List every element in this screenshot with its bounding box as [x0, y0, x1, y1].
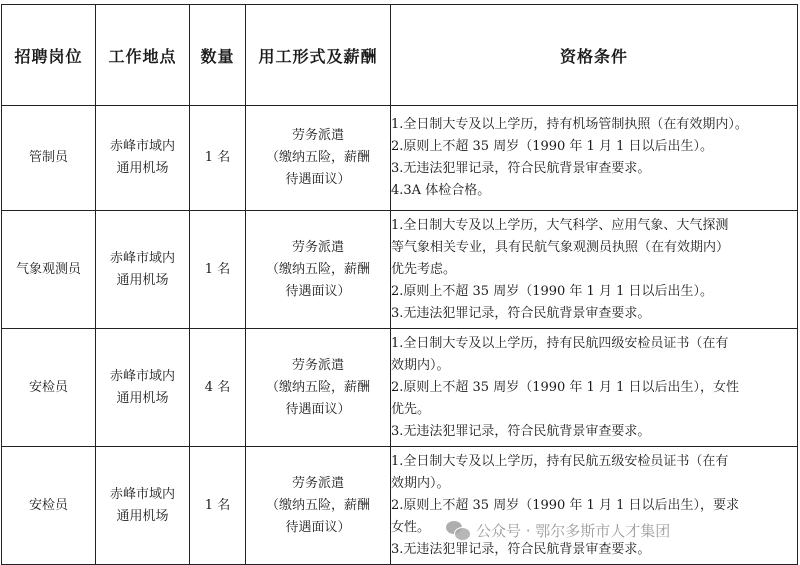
cell-count: 4 名	[190, 329, 246, 447]
cell-location	[96, 447, 190, 565]
cell-employment	[246, 329, 391, 447]
location-line: 通用机场	[116, 390, 169, 406]
header-row	[2, 5, 798, 106]
table-row	[2, 329, 798, 447]
cell-position: 气象观测员	[2, 211, 96, 329]
location-line: 通用机场	[116, 508, 169, 524]
requirement-line: 3.无违法犯罪记录，符合民航背景审查要求。	[391, 161, 651, 176]
table-row	[2, 211, 798, 329]
requirement-line: 效期内）。	[391, 357, 450, 373]
requirement-line: 1.全日制大专及以上学历，持有机场管制执照（在有效期内）。	[391, 117, 748, 132]
requirement-line: 1.全日制大专及以上学历，大气科学、应用气象、大气探测	[391, 217, 729, 233]
requirement-line: 优先考虑。	[391, 261, 457, 277]
cell-count: 1 名	[190, 447, 246, 565]
employment-line: 待遇面议）	[285, 519, 351, 535]
cell-position: 安检员	[2, 329, 96, 447]
requirement-line: 女性。	[391, 519, 431, 535]
header-requirements: 资格条件	[391, 5, 798, 106]
employment-line: 劳务派遣	[291, 128, 344, 143]
table-row	[2, 447, 798, 565]
requirement-line: 2.原则上不超 35 周岁（1990 年 1 月 1 日以后出生）。	[391, 283, 713, 299]
location-line: 赤峰市域内	[109, 250, 175, 266]
cell-requirements	[391, 106, 798, 211]
employment-line: （缴纳五险，薪酬	[265, 261, 370, 277]
requirement-line: 优先。	[391, 401, 431, 417]
cell-location	[96, 329, 190, 447]
employment-line: （缴纳五险，薪酬	[265, 150, 370, 165]
cell-employment	[246, 106, 391, 211]
employment-line: （缴纳五险，薪酬	[265, 379, 370, 395]
requirement-line: 2.原则上不超 35 周岁（1990 年 1 月 1 日以后出生），女性	[391, 379, 739, 395]
requirement-line: 4.3A 体检合格。	[391, 183, 491, 198]
requirement-line: 1.全日制大专及以上学历，持有民航五级安检员证书（在有	[391, 453, 729, 469]
cell-location	[96, 211, 190, 329]
header-location: 工作地点	[96, 5, 190, 106]
employment-line: 劳务派遣	[291, 239, 344, 255]
employment-line: 劳务派遣	[291, 357, 344, 373]
requirement-line: 等气象相关专业，具有民航气象观测员执照（在有效期内）	[391, 239, 730, 255]
header-employment: 用工形式及薪酬	[246, 5, 391, 106]
requirement-line: 2.原则上不超 35 周岁（1990 年 1 月 1 日以后出生），要求	[391, 497, 739, 513]
requirement-line: 2.原则上不超 35 周岁（1990 年 1 月 1 日以后出生）。	[391, 139, 713, 154]
employment-line: 待遇面议）	[285, 172, 351, 187]
employment-line: 待遇面议）	[285, 401, 351, 417]
employment-line: （缴纳五险，薪酬	[265, 497, 370, 513]
employment-line: 劳务派遣	[291, 475, 344, 491]
cell-requirements	[391, 211, 798, 329]
requirement-line: 效期内）。	[391, 475, 450, 491]
location-line: 赤峰市域内	[109, 368, 175, 384]
table-row	[2, 106, 798, 211]
cell-position: 安检员	[2, 447, 96, 565]
cell-location	[96, 106, 190, 211]
header-position: 招聘岗位	[2, 5, 96, 106]
location-line: 赤峰市域内	[109, 139, 175, 154]
employment-line: 待遇面议）	[285, 283, 351, 299]
cell-employment	[246, 447, 391, 565]
cell-requirements	[391, 447, 798, 565]
cell-position: 管制员	[2, 106, 96, 211]
requirement-line: 3.无违法犯罪记录，符合民航背景审查要求。	[391, 305, 651, 321]
cell-employment	[246, 211, 391, 329]
header-count: 数量	[190, 5, 246, 106]
requirement-line: 3.无违法犯罪记录，符合民航背景审查要求。	[391, 541, 651, 557]
requirement-line: 3.无违法犯罪记录，符合民航背景审查要求。	[391, 423, 651, 439]
cell-count: 1 名	[190, 211, 246, 329]
watermark-text: 公众号 · 鄂尔多斯市人才集团	[476, 522, 671, 540]
cell-requirements	[391, 329, 798, 447]
location-line: 通用机场	[116, 272, 169, 288]
recruitment-table	[1, 4, 798, 565]
location-line: 赤峰市域内	[109, 486, 175, 502]
requirement-line: 1.全日制大专及以上学历，持有民航四级安检员证书（在有	[391, 335, 729, 351]
cell-count: 1 名	[190, 106, 246, 211]
location-line: 通用机场	[116, 161, 169, 176]
